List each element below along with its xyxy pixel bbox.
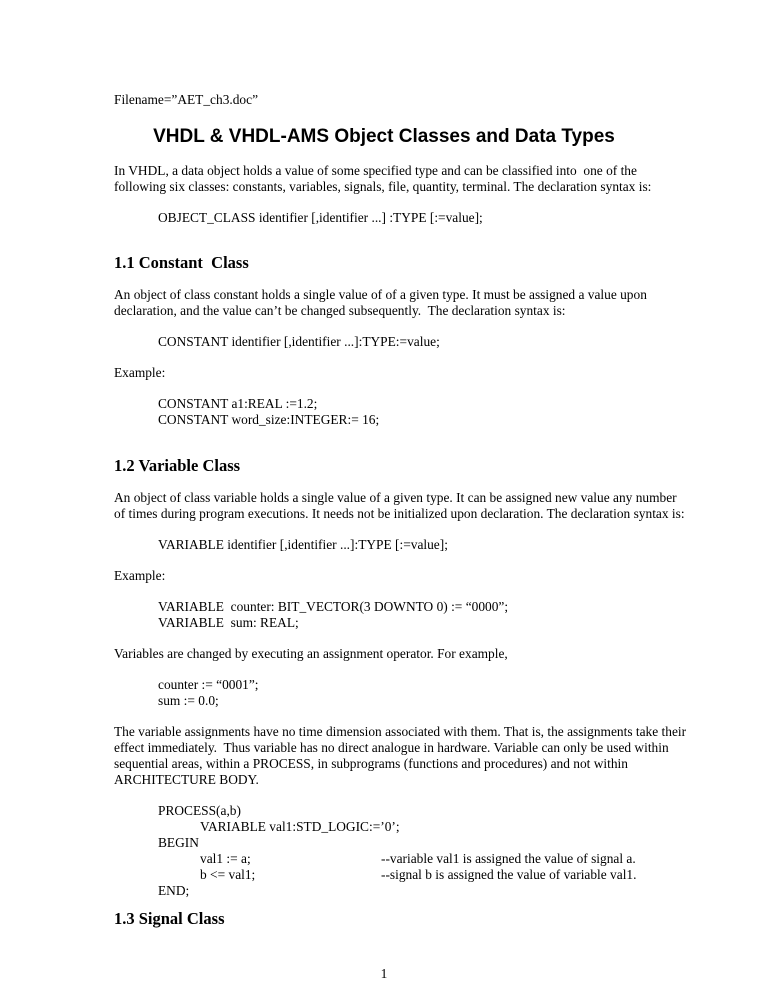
variable-para-line-2: of times during program executions. It needs not be initialized upon declaration. The declaration syntax is: — [114, 506, 685, 521]
variable-para-line-1: An object of class variable holds a single value of a given type. It can be assigned new value any number — [114, 490, 677, 505]
variable-assign-line-1: counter := “0001”; — [158, 677, 259, 692]
constant-para-line-2: declaration, and the value can’t be changed subsequently. The declaration syntax is: — [114, 303, 566, 318]
constant-example-label: Example: — [114, 365, 166, 380]
intro-line-1: In VHDL, a data object holds a value of some specified type and can be classified into one of the — [114, 163, 637, 178]
process-line-5: b <= val1; — [200, 867, 256, 882]
variable-para3-line-4: ARCHITECTURE BODY. — [114, 772, 259, 787]
process-line-1: PROCESS(a,b) — [158, 803, 241, 818]
intro-line-2: following six classes: constants, variables, signals, file, quantity, terminal. The declaration syntax is: — [114, 179, 652, 194]
variable-example-line-2: VARIABLE sum: REAL; — [158, 615, 299, 630]
variable-example-label: Example: — [114, 568, 166, 583]
variable-example-line-1: VARIABLE counter: BIT_VECTOR(3 DOWNTO 0) := “0000”; — [158, 599, 509, 614]
variable-assign-line-2: sum := 0.0; — [158, 693, 219, 708]
constant-example-line-2: CONSTANT word_size:INTEGER:= 16; — [158, 412, 380, 427]
process-comment-4: --variable val1 is assigned the value of signal a. — [381, 851, 636, 866]
page-number: 1 — [380, 966, 388, 981]
variable-syntax: VARIABLE identifier [,identifier ...]:TYPE [:=value]; — [158, 537, 448, 552]
filename-line: Filename=”AET_ch3.doc” — [114, 92, 259, 107]
process-line-3: BEGIN — [158, 835, 199, 850]
object-class-syntax: OBJECT_CLASS identifier [,identifier ...] :TYPE [:=value]; — [158, 210, 483, 225]
heading-signal-class: 1.3 Signal Class — [114, 909, 225, 928]
variable-assign-intro: Variables are changed by executing an assignment operator. For example, — [114, 646, 508, 661]
heading-constant-class: 1.1 Constant Class — [114, 253, 249, 272]
process-line-6: END; — [158, 883, 190, 898]
constant-syntax: CONSTANT identifier [,identifier ...]:TYPE:=value; — [158, 334, 440, 349]
variable-para3-line-3: sequential areas, within a PROCESS, in subprograms (functions and procedures) and not within — [114, 756, 628, 771]
variable-para3-line-2: effect immediately. Thus variable has no direct analogue in hardware. Variable can only be used within — [114, 740, 669, 755]
constant-para-line-1: An object of class constant holds a single value of of a given type. It must be assigned a value upon — [114, 287, 647, 302]
heading-variable-class: 1.2 Variable Class — [114, 456, 241, 475]
variable-para3-line-1: The variable assignments have no time dimension associated with them. That is, the assignments take their — [114, 724, 687, 739]
constant-example-line-1: CONSTANT a1:REAL :=1.2; — [158, 396, 318, 411]
process-line-2: VARIABLE val1:STD_LOGIC:=’0’; — [200, 819, 400, 834]
process-comment-5: --signal b is assigned the value of variable val1. — [381, 867, 637, 882]
process-line-4: val1 := a; — [200, 851, 251, 866]
document-title: VHDL & VHDL-AMS Object Classes and Data Types — [153, 126, 615, 147]
